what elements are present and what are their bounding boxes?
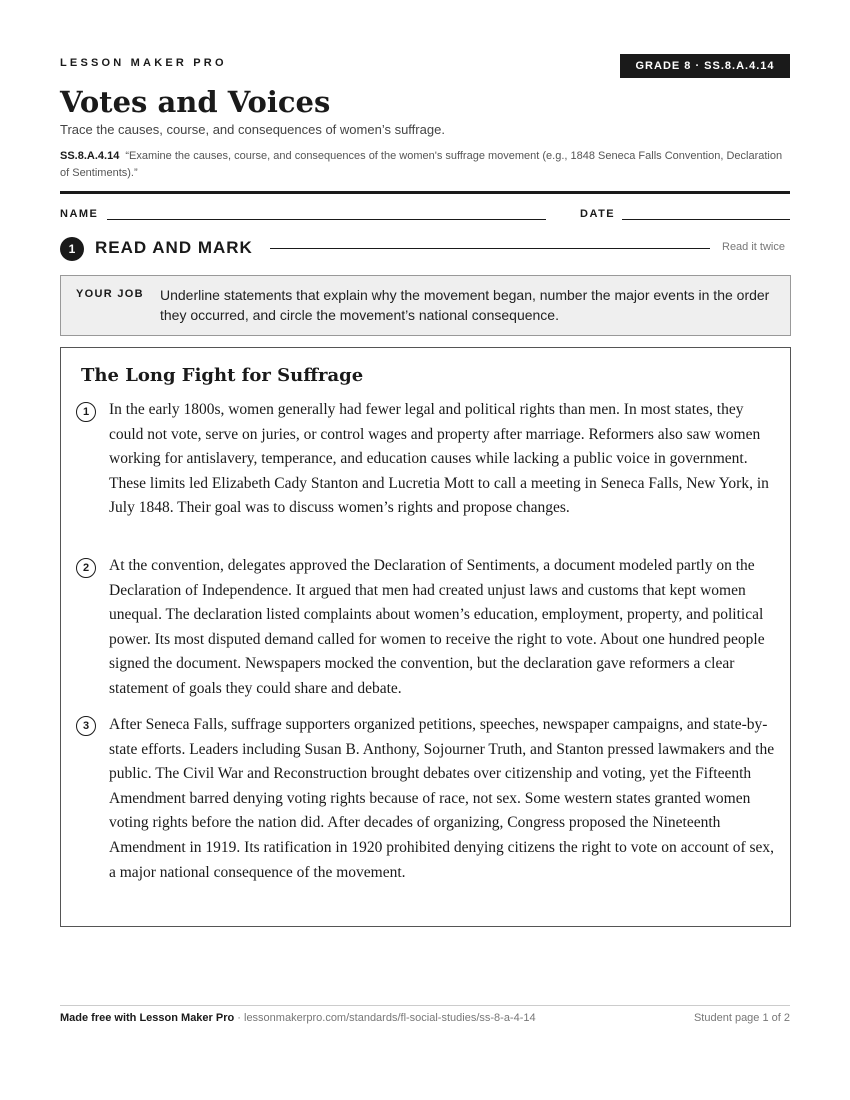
paragraph-2: At the convention, delegates approved the Declaration of Sentiments, a document modeled partly on the Declaration of Independence. It argued that men had created unjust laws and customs that kept women unequal. The declaration listed complaints about women’s education, employment, property, and political power. Its most disputed demand called for women to receive the right to vote. About one hundred people signed the document. Newspapers mocked the convention, but the declaration gave reformers a clear statement of goals they could share and debate. (109, 557, 765, 697)
standard-text: “Examine the causes, course, and consequences of the women's suffrage movement (e.g., 1848 Seneca Falls Convention, Declaration of Sentiments).” (60, 150, 783, 179)
footer-url[interactable]: lessonmakerpro.com/standards/fl-social-studies/ss-8-a-4-14 (244, 1012, 536, 1024)
standard-code: SS.8.A.4.14 (60, 150, 120, 162)
section-title: READ AND MARK (95, 238, 253, 257)
paragraph-3: After Seneca Falls, suffrage supporters organized petitions, speeches, newspaper campaigns, and state-by-state efforts. Leaders including Susan B. Anthony, Sojourner Truth, and Stanton pressed lawmakers and the public. The Civil War and Reconstruction brought debates over citizenship and voting, yet the Fifteenth Amendment barred denying voting rights because of race, not sex. Some western states granted women voting rights before the nation did. After decades of organizing, Congress proposed the Nineteenth Amendment in 1919. Its ratification in 1920 prohibited denying citizens the right to vote on account of sex, a major national consequence of the movement. (109, 716, 775, 881)
page-indicator: Student page 1 of 2 (693, 1012, 790, 1024)
section-rule (270, 248, 710, 249)
paragraph-number-2: 2 (76, 558, 96, 578)
header-divider (60, 191, 790, 194)
reading-passage (60, 347, 791, 927)
instructions-label: YOUR JOB (76, 288, 144, 300)
worksheet-subtitle: Trace the causes, course, and consequences of women’s suffrage. (60, 122, 445, 137)
brand-name: LESSON MAKER PRO (60, 57, 227, 69)
grade-standard-badge: GRADE 8 · SS.8.A.4.14 (620, 54, 790, 78)
footer-made-with: Made free with Lesson Maker Pro (60, 1012, 235, 1024)
footer-divider (60, 1005, 790, 1006)
instructions-box (60, 275, 791, 336)
footer-separator: · (234, 1012, 244, 1024)
paragraph-number-1: 1 (76, 402, 96, 422)
date-label: DATE (580, 208, 616, 220)
date-field-line[interactable] (622, 219, 790, 220)
section-number-badge: 1 (60, 237, 84, 261)
paragraph-number-3: 3 (76, 716, 96, 736)
standard-description (60, 148, 790, 182)
worksheet-title: Votes and Voices (60, 85, 331, 119)
passage-title: The Long Fight for Suffrage (81, 365, 364, 386)
name-label: NAME (60, 208, 99, 220)
section-note: Read it twice (722, 241, 785, 253)
instructions-text: Underline statements that explain why the movement began, number the major events in the order they occurred, and circle the movement’s national consequence. (160, 287, 770, 323)
paragraph-1: In the early 1800s, women generally had fewer legal and political rights than men. In most states, they could not vote, serve on juries, or control wages and property after marriage. Reformers also saw women working for antislavery, temperance, and education causes while lacking a public voice in government. These limits led Elizabeth Cady Stanton and Lucretia Mott to call a meeting in Seneca Falls, New York, in July 1848. Their goal was to discuss women’s rights and propose changes. (109, 401, 769, 517)
footer-credit (60, 1012, 536, 1024)
name-field-line[interactable] (107, 219, 546, 220)
